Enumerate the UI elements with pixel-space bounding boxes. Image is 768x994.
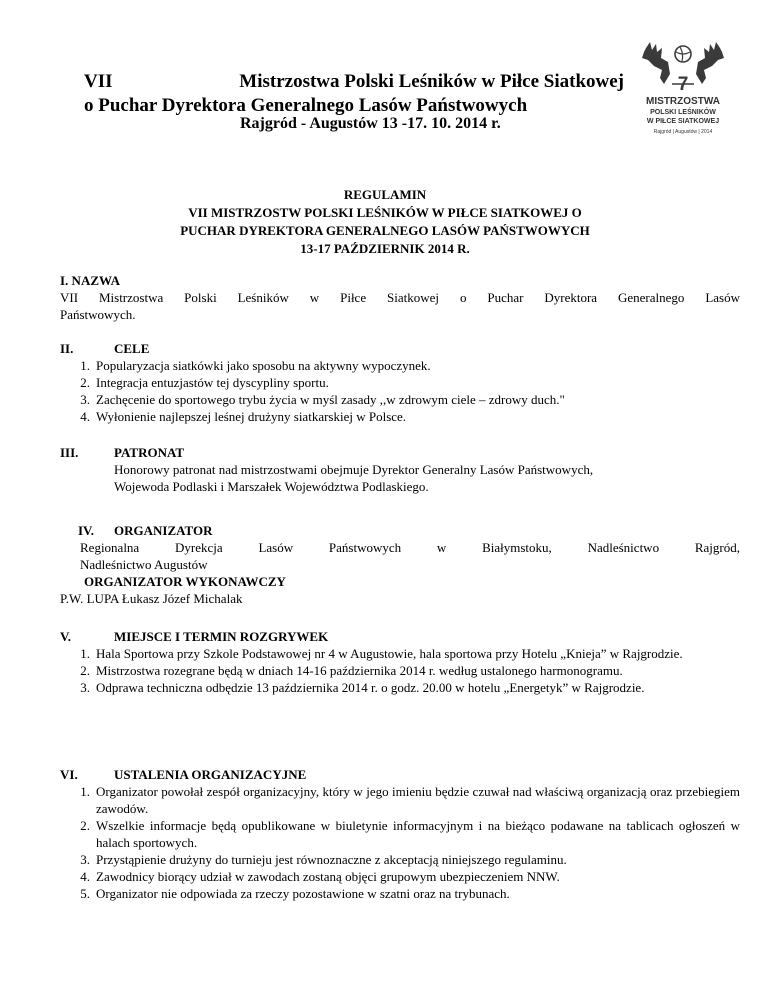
regulations-title [60,186,710,258]
logo-line2: POLSKI LEŚNIKÓW [650,109,716,116]
list-item: 3. Odprawa techniczna odbędzie 13 października 2014 r. o godz. 20.00 w hotelu „Energetyk” w Rajgrodzie. [80,680,645,695]
executive-organizer-name: P.W. LUPA Łukasz Józef Michalak [60,591,243,606]
section-arrangements-heading [60,766,740,783]
section-name-text-line1: VII Mistrzostwa Polski Leśników w Piłce Siatkowej o Puchar Dyrektora Generalnego Lasów [60,290,740,305]
list-item: 4. Zawodnicy biorący udział w zawodach zostaną objęci grupowym ubezpieczeniem NNW. [80,869,560,884]
regulations-title-line1: REGULAMIN [343,187,427,202]
list-item: 2. Wszelkie informacje będą opublikowane w biuletynie informacyjnym i na bieżąco podawane na tablicach ogłoszeń w halach sportowych. [80,818,740,850]
list-item: 2. Mistrzostwa rozegrane będą w dniach 14-16 października 2014 r. według ustalonego harmonogramu. [80,663,623,678]
section-arrangements-number: VI. [60,767,78,782]
section-patronage-line2: Wojewoda Podlaski i Marszałek Województwa Podlaskiego. [114,479,429,494]
section-organizational-arrangements [60,766,740,902]
section-goals-number: II. [60,341,74,356]
logo-line1: MISTRZOSTWA [646,96,720,107]
logo-line4: Rajgród | Augustów | 2014 [653,129,713,135]
list-item: 5. Organizator nie odpowiada za rzeczy pozostawione w szatni oraz na trybunach. [80,886,510,901]
section-name-heading: I. NAZWA [60,273,120,288]
section-patronage-title: PATRONAT [114,445,185,460]
arrangements-list [36,783,740,902]
section-goals-title: CELE [114,341,150,356]
section-arrangements-title: USTALENIA ORGANIZACYJNE [114,767,307,782]
logo-number: 7 [677,74,689,92]
regulations-title-line4: 13-17 PAŹDZIERNIK 2014 R. [300,241,470,256]
section-venue-heading [60,628,740,645]
championship-logo [636,40,730,150]
regulations-title-line3: PUCHAR DYREKTORA GENERALNEGO LASÓW PAŃSTWOWYCH [180,223,590,238]
header-title-line1: Mistrzostwa Polski Leśników w Piłce Siatkowej [239,71,624,92]
document-header-title [84,70,624,118]
section-venue-title: MIEJSCE I TERMIN ROZGRYWEK [114,629,329,644]
section-goals-heading [60,340,740,357]
list-item: 3. Zachęcenie do sportowego trybu życia w myśl zasady ,,w zdrowym ciele – zdrowy duch." [80,392,565,407]
section-name-text-line2: Państwowych. [60,307,136,322]
header-subtitle: Rajgród - Augustów 13 -17. 10. 2014 r. [240,115,501,132]
deer-volleyball-icon [636,40,730,92]
list-item: 4. Wyłonienie najlepszej leśnej drużyny siatkarskiej w Polsce. [80,409,407,424]
logo-line3: W PIŁCE SIATKOWEJ [646,118,720,125]
list-item: 1. Organizator powołał zespół organizacyjny, który w jego imieniu będzie czuwał nad właściwą organizacją oraz przebiegiem zawodów. [80,784,740,816]
goals-list [36,357,740,425]
section-organizer [60,522,740,607]
list-item: 1. Popularyzacja siatkówki jako sposobu na aktywny wypoczynek. [80,358,431,373]
executive-organizer-heading: ORGANIZATOR WYKONAWCZY [84,574,286,589]
section-goals [60,340,740,425]
section-venue-dates [60,628,740,696]
section-organizer-title: ORGANIZATOR [114,523,213,538]
venue-list [36,645,740,696]
section-organizer-heading [60,522,740,539]
section-organizer-number: IV. [78,523,95,538]
header-title-line2: o Puchar Dyrektora Generalnego Lasów Państwowych [84,95,528,116]
section-patronage-line1: Honorowy patronat nad mistrzostwami obejmuje Dyrektor Generalny Lasów Państwowych, [114,462,594,477]
section-organizer-line2: Nadleśnictwo Augustów [80,557,208,572]
section-name [60,272,740,323]
section-organizer-line1: Regionalna Dyrekcja Lasów Państwowych w Białymstoku, Nadleśnictwo Rajgród, [80,540,740,555]
regulations-title-line2: VII MISTRZOSTW POLSKI LEŚNIKÓW W PIŁCE SIATKOWEJ O [188,205,582,220]
list-item: 3. Przystąpienie drużyny do turnieju jest równoznaczne z akceptacją niniejszego regulaminu. [80,852,567,867]
section-patronage-number: III. [60,445,79,460]
section-patronage-heading [60,444,740,461]
list-item: 2. Integracja entuzjastów tej dyscypliny sportu. [80,375,329,390]
header-edition: VII [84,71,113,92]
section-venue-number: V. [60,629,71,644]
section-patronage [60,444,740,495]
list-item: 1. Hala Sportowa przy Szkole Podstawowej nr 4 w Augustowie, hala sportowa przy Hotelu „Knieja” w Rajgrodzie. [80,646,683,661]
